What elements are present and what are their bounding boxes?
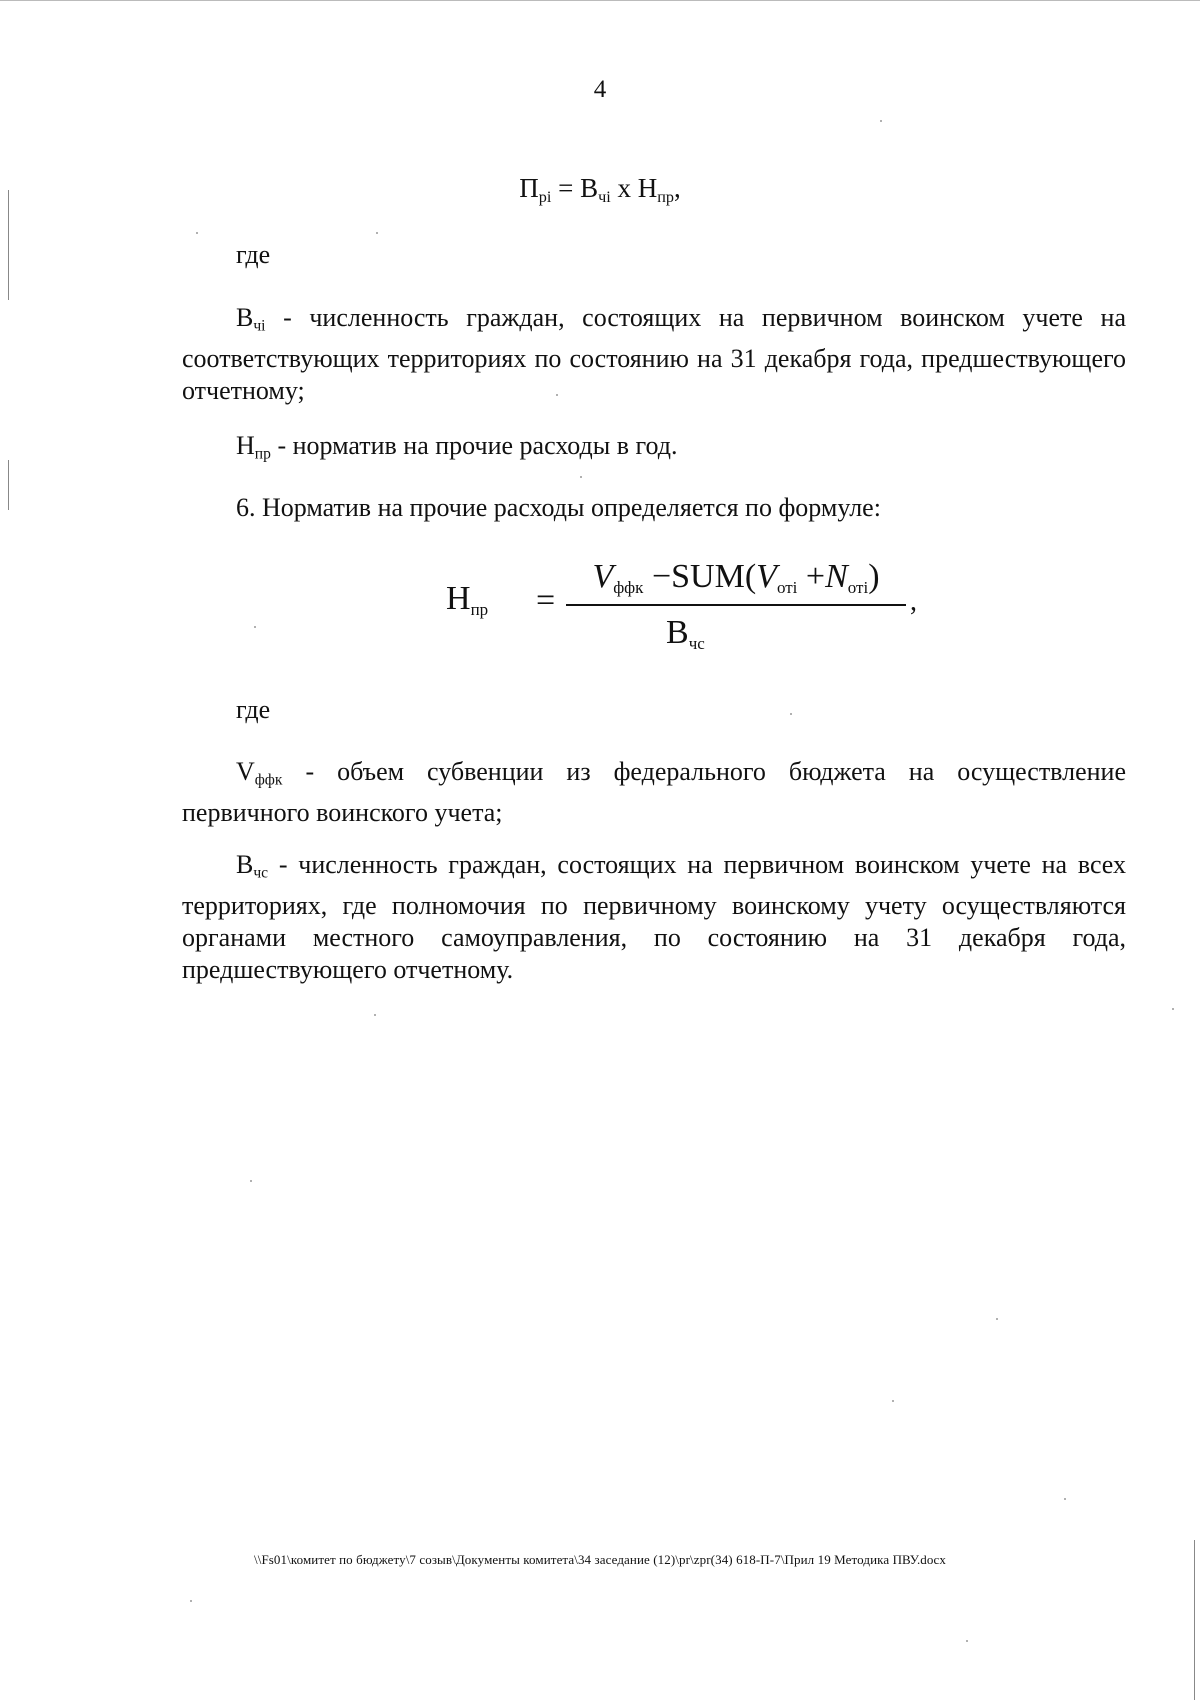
scan-speck [250,1180,252,1182]
where-label-2: где [236,695,271,724]
item-6-text: 6. Норматив на прочие расходы определяется по формуле: [236,493,881,522]
scan-speck [790,713,792,715]
scan-speck [892,1400,894,1402]
formula-p-ri: $П_{рi} = В_{чi}$ x $Н_{пр}$, [519,173,681,206]
scan-speck [996,1318,998,1320]
scan-speck [966,1640,968,1642]
definition-b-chs: $В_{чс}$ - численность граждан, состоящих на первичном воинском учете на всех территориях, где полномочия по первичному воинскому учету осуществляются органами местного самоуправления, по состоянию на 31 декабря года, предшествующего отчетному. [182,850,1126,984]
scan-speck [376,232,378,234]
formula-n-pr [440,558,917,658]
fraction-bar [566,604,906,606]
footer-file-path: \\Fs01\комитет по бюджету\7 созыв\Документы комитета\34 заседание (12)\pr\zpr(34) 618-П-7\Прил 19 Методика ПВУ.docx [254,1552,946,1567]
page-number: 4 [593,76,607,103]
where-label-1: где [236,240,271,269]
scan-speck [580,476,582,478]
scan-edge-line [0,0,1200,9]
scan-speck [556,394,558,396]
scan-speck [196,232,198,234]
scan-speck [880,120,882,122]
definition-b-chi: $В_{чi}$ - численность граждан, состоящих на первичном воинском учете на соответствующих территориях по состоянию на 31 декабря года, предшествующего отчетному; [182,303,1126,405]
scan-speck [374,1014,376,1016]
scan-speck [190,1600,192,1602]
scan-speck [1172,1008,1174,1010]
formula-lhs: $Н_{пр}$ [446,580,489,619]
formula-numerator: $V_{ффк} -SUM(V_{отi} +N_{отi})$ [592,558,880,597]
definition-v-ffk: $V_{ффк}$ - объем субвенции из федерального бюджета на осуществление первичного воинского учета; [182,757,1126,827]
formula-equals: = [536,582,556,619]
scan-speck [254,626,256,628]
scan-speck [1064,1498,1066,1500]
formula-denominator: $В_{чс}$ [666,614,705,653]
formula-comma: , [910,586,917,617]
definition-n-pr: $Н_{пр}$ - норматив на прочие расходы в год. [236,431,678,463]
scan-mark-left-2 [8,460,9,510]
